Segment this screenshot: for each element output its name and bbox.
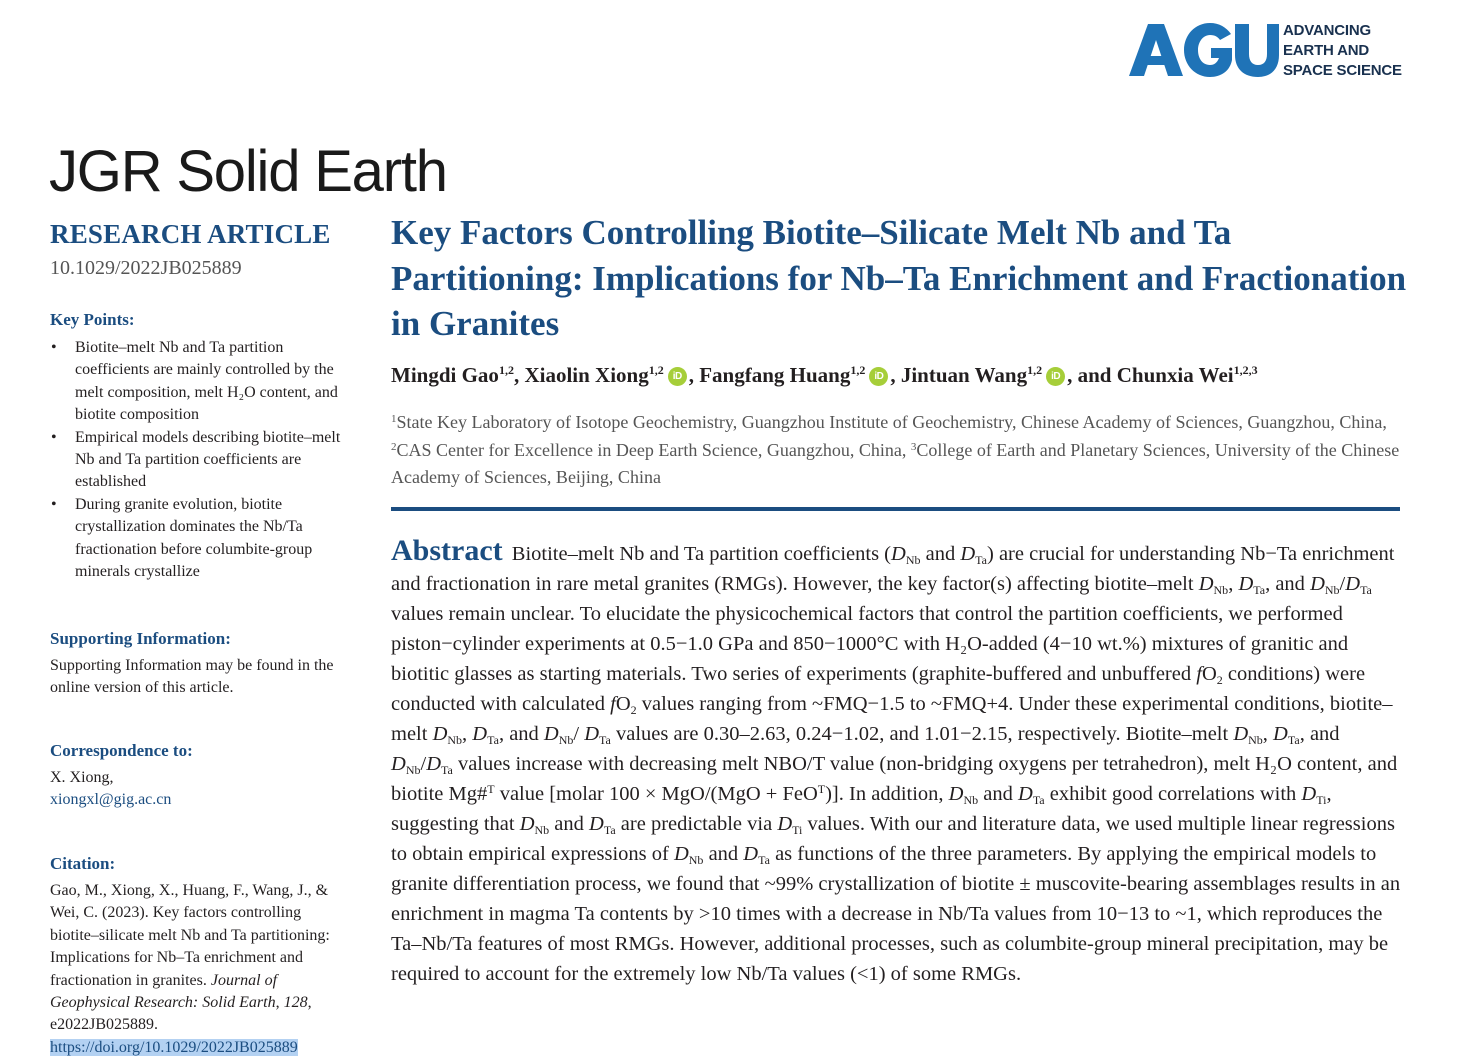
abstract-text-fragment: D: [1238, 573, 1254, 595]
abstract-text-fragment: Ta: [599, 733, 611, 747]
abstract-text-fragment: D: [777, 813, 793, 835]
abstract-text-fragment: Ta: [1360, 583, 1372, 597]
article-title: Key Factors Controlling Biotite–Silicate Melt Nb and Ta Partitioning: Implications for Nb–Ta Enrichment and Fractionation in Granites: [391, 213, 1407, 343]
affiliations: $^1$State Key Laboratory of Isotope Geochemistry, Guangzhou Institute of Geochemistry, Chinese Academy of Sciences, Guangzhou, China, $^2$CAS Center for Excellence in Deep Earth Science, Guangzhou, China, $^3$College of Earth and Planetary Sciences, University of the Chinese Academy of Sciences, Beijing, China: [391, 412, 1400, 487]
abstract-text-fragment: D: [1018, 783, 1033, 805]
abstract-text-fragment: D: [673, 843, 689, 865]
abstract-text-fragment: Nb: [447, 733, 463, 747]
abstract-text-fragment: D: [589, 813, 604, 835]
abstract-text-fragment: D: [543, 723, 559, 745]
correspondence-email-link[interactable]: xiongxl@gig.ac.cn: [50, 791, 172, 809]
abstract-text-fragment: D: [426, 753, 441, 775]
abstract-text-fragment: are predictable via: [620, 813, 773, 835]
abstract-text-fragment: Ta: [1032, 793, 1045, 807]
author-name: Xiaolin Xiong: [524, 363, 649, 387]
abstract-text-fragment: O: [615, 693, 631, 715]
abstract-text-fragment: Nb: [534, 823, 550, 837]
agu-letter-u: [1235, 24, 1279, 77]
key-point-item: • Biotite–melt Nb and Ta partition coefficients are mainly controlled by the melt composition, melt H₂O content, and biotite composition: [50, 337, 342, 427]
abstract-text-fragment: /: [573, 723, 580, 745]
abstract-text-fragment: Nb: [1213, 583, 1229, 597]
abstract-text-fragment: /: [1339, 573, 1346, 595]
abstract-text-fragment: , and: [1299, 723, 1340, 745]
abstract-text-fragment: D: [960, 543, 976, 565]
abstract-text-fragment: Nb: [688, 853, 704, 867]
abstract-text-fragment: Ta: [1253, 583, 1266, 597]
abstract-text-fragment: Ta: [975, 553, 987, 567]
abstract-text-fragment: D: [948, 783, 964, 805]
citation-text: Gao, M., Xiong, X., Huang, F., Wang, J., & Wei, C. (2023). Key factors controlling biotite–silicate melt Nb and Ta partitioning: Implications for Nb–Ta enrichment and fractionation in granites. Journal of Geophysical Research: Solid Earth, 128, e2022JB025889. https://doi.org/10.1029/2022JB025889: [50, 882, 330, 1056]
abstract-text-fragment: , and: [1265, 573, 1305, 595]
key-points-list: [50, 337, 342, 583]
abstract-text-fragment: exhibit good correlations with: [1049, 783, 1297, 805]
supporting-info-heading: Supporting Information:: [50, 629, 231, 648]
abstract-text-fragment: Nb: [963, 793, 979, 807]
abstract-text-fragment: D: [891, 543, 906, 565]
abstract-text-fragment: Ti: [792, 823, 803, 837]
abstract-text-fragment: Ta: [487, 733, 499, 747]
abstract-text-fragment: D: [1233, 723, 1249, 745]
abstract-text-fragment: Nb: [405, 763, 421, 777]
agu-logo: [1127, 20, 1407, 82]
abstract-text-fragment: Ti: [1316, 793, 1327, 807]
abstract-text-fragment: , suggesting that: [391, 783, 1332, 835]
author-name: Chunxia Wei: [1116, 363, 1234, 387]
abstract-text-fragment: T: [487, 782, 495, 796]
author-name: Mingdi Gao: [391, 363, 499, 387]
abstract: [391, 536, 1406, 989]
abstract-text-fragment: values increase with decreasing melt NBO/T value (non-bridging oxygens per tetrahedron), melt H₂O content, and biotite Mg#: [391, 753, 1398, 805]
article-type: RESEARCH ARTICLE: [50, 219, 331, 249]
author-name: Fangfang Huang: [699, 363, 851, 387]
abstract-text-fragment: Ta: [758, 853, 770, 867]
abstract-text-fragment: and: [983, 783, 1013, 805]
citation-section: [50, 853, 342, 1059]
abstract-text-fragment: ,: [462, 723, 468, 745]
agu-letter-a: [1129, 24, 1183, 76]
abstract-text-fragment: values. With our and literature data, we used multiple linear regressions to obtain empirical expressions of: [391, 813, 1395, 865]
abstract-text-fragment: 2: [630, 703, 637, 717]
abstract-text-fragment: Nb: [905, 553, 921, 567]
orcid-icon[interactable]: iD: [1046, 367, 1065, 386]
abstract-text-fragment: Ta: [603, 823, 616, 837]
abstract-text-fragment: conditions) were conducted with calculated: [391, 663, 1366, 715]
abstract-text-fragment: , and: [498, 723, 539, 745]
abstract-text-fragment: )]. In addition,: [825, 783, 944, 805]
abstract-text-fragment: D: [1301, 783, 1317, 805]
abstract-text-fragment: D: [472, 723, 488, 745]
abstract-text-fragment: D: [743, 843, 759, 865]
key-point-item: • Empirical models describing biotite–melt Nb and Ta partition coefficients are established: [50, 427, 342, 494]
abstract-text-fragment: Ta: [1287, 733, 1300, 747]
abstract-text-fragment: Biotite–melt Nb and Ta partition coefficients (: [511, 543, 892, 565]
abstract-text-fragment: values are 0.30–2.63, 0.24−1.02, and 1.01−2.15, respectively. Biotite–melt: [616, 723, 1229, 745]
abstract-text-fragment: 2: [1216, 673, 1223, 687]
author-list: Mingdi Gao$^{1,2}$, Xiaolin Xiong$^{1,2}$ iD , Fangfang Huang$^{1,2}$ iD , Jintuan Wang$^{1,2}$ iD , and Chunxia Wei$^{1,2,3}$: [391, 363, 1258, 387]
abstract-text-fragment: /: [420, 753, 427, 775]
key-points-heading: Key Points:: [50, 310, 135, 329]
abstract-text-fragment: D: [1273, 723, 1288, 745]
abstract-text-fragment: Ta: [441, 763, 453, 777]
abstract-text-fragment: D: [1345, 573, 1361, 595]
abstract-text-fragment: D: [1310, 573, 1325, 595]
supporting-info-section: [50, 628, 342, 700]
abstract-text-fragment: T: [817, 782, 826, 796]
abstract-text-fragment: f: [610, 693, 616, 715]
abstract-text-fragment: Nb: [558, 733, 574, 747]
abstract-heading: Abstract: [391, 534, 503, 567]
abstract-text-fragment: D: [519, 813, 535, 835]
abstract-text-fragment: Nb: [1248, 733, 1263, 747]
orcid-icon[interactable]: iD: [668, 367, 687, 386]
key-points-section: [50, 309, 342, 583]
abstract-text-fragment: ) are crucial for understanding Nb−Ta enrichment and fractionation in rare metal granites (RMGs). However, the key factor(s) affecting biotite–melt: [391, 543, 1395, 595]
abstract-text-fragment: as functions of the three parameters. By applying the empirical models to granite differentiation process, we found that ~99% crystallization of biotite ± muscovite-bearing assemblages results in an enrichment in magma Ta contents by >10 times with a decrease in Nb/Ta values from 10−13 to ~1, which reproduces the Ta–Nb/Ta features of most RMGs. However, additional processes, such as columbite-group mineral precipitation, may be required to account for the extremely low Nb/Ta values (<1) of some RMGs.: [391, 843, 1401, 985]
abstract-text-fragment: Nb: [1324, 583, 1340, 597]
abstract-text-fragment: D: [391, 753, 406, 775]
abstract-text-fragment: D: [1198, 573, 1214, 595]
citation-journal: Journal of Geophysical Research: Solid Earth: [50, 971, 278, 1012]
abstract-text-fragment: ,: [1262, 723, 1268, 745]
citation-volume: 128: [283, 994, 308, 1012]
citation-heading: Citation:: [50, 854, 116, 873]
abstract-text-fragment: O: [1201, 663, 1217, 685]
key-point-item: • During granite evolution, biotite crystallization dominates the Nb/Ta fractionation before columbite-group minerals crystallize: [50, 494, 342, 584]
section-divider: [391, 507, 1400, 511]
correspondence-section: [50, 740, 342, 812]
abstract-text-fragment: ,: [1228, 573, 1234, 595]
journal-title: JGR Solid Earth: [49, 139, 447, 204]
correspondence-name: X. Xiong,: [50, 769, 114, 786]
abstract-text-fragment: and: [925, 543, 956, 565]
correspondence-heading: Correspondence to:: [50, 741, 193, 760]
agu-tagline: ADVANCING EARTH AND SPACE SCIENCE: [1283, 22, 1402, 79]
supporting-info-text: Supporting Information may be found in the online version of this article.: [50, 657, 334, 697]
abstract-text-fragment: values ranging from ~FMQ−1.5 to ~FMQ+4. Under these experimental conditions, biotite–melt: [391, 693, 1393, 745]
abstract-text-fragment: and: [708, 843, 739, 865]
abstract-text-fragment: and: [554, 813, 584, 835]
abstract-text-fragment: f: [1196, 663, 1202, 685]
agu-logo-mark: [1127, 20, 1279, 82]
abstract-text-fragment: values remain unclear. To elucidate the physicochemical factors that control the partition coefficients, we performed piston−cylinder experiments at 0.5−1.0 GPa and 850−1000°C with H₂O-added (4−10 wt.%) mixtures of granitic and biotitic glasses as starting materials. Two series of experiments (graphite-buffered and unbuffered: [391, 603, 1349, 685]
orcid-icon[interactable]: iD: [869, 367, 888, 386]
agu-letter-g: [1184, 23, 1232, 77]
author-name: Jintuan Wang: [900, 363, 1028, 387]
citation-doi-link[interactable]: https://doi.org/10.1029/2022JB025889: [50, 1038, 298, 1056]
abstract-text-fragment: D: [584, 723, 600, 745]
article-doi: 10.1029/2022JB025889: [50, 257, 242, 279]
abstract-text-fragment: D: [432, 723, 448, 745]
abstract-text-fragment: value [molar 100 × MgO/(MgO + FeO: [499, 783, 818, 805]
